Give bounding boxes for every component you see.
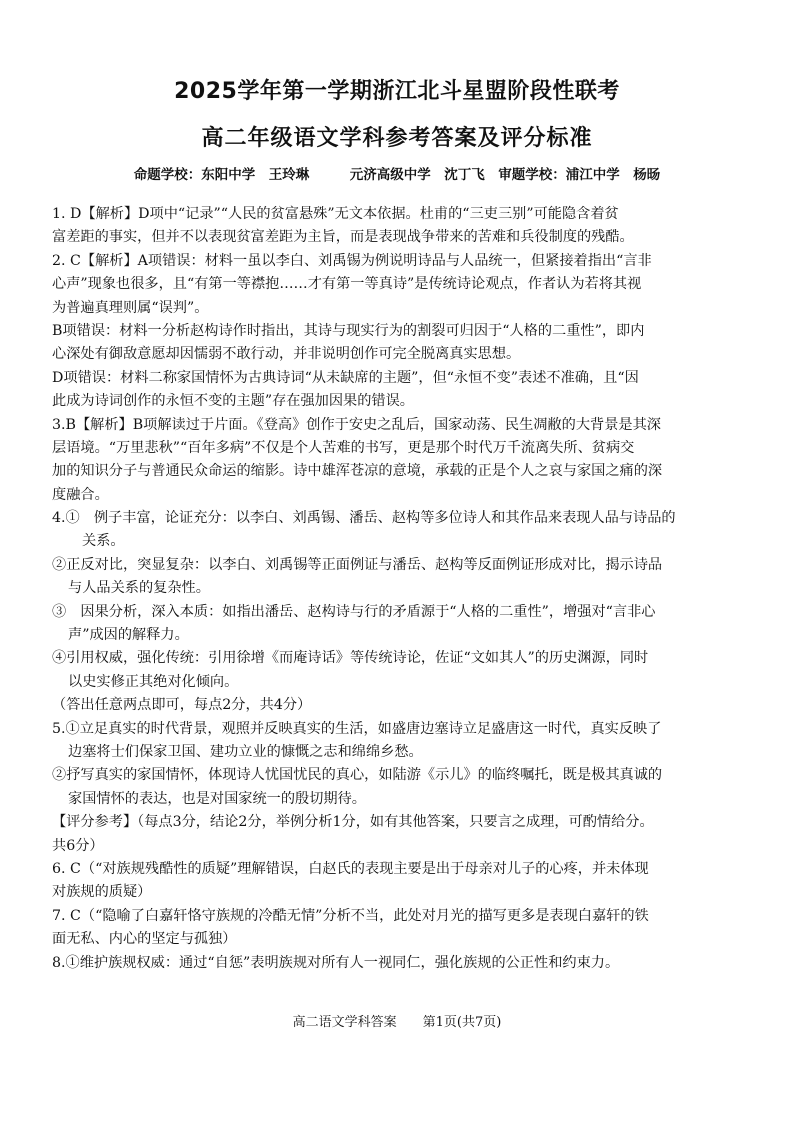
text-line: 1. D【解析】D项中“记录”“人民的贫富悬殊”无文本依据。杜甫的“三吏三别”可能隐含着贫 — [52, 206, 619, 222]
text-line: 与人品关系的复杂性。 — [68, 580, 210, 597]
text-line: 6. C（“对族规残酷性的质疑”理解错误，白赵氏的表现主要是出于母亲对儿子的心疼，并未体现 — [52, 860, 649, 877]
text-line: 3.B【解析】B项解读过于片面。《登高》创作于安史之乱后，国家动荡、民生凋敝的大背景是其深 — [52, 416, 661, 433]
page-footer: 高二语文学科答案 第1页(共7页) — [292, 1015, 502, 1030]
text-line: 以史实修正其绝对化倾向。 — [68, 673, 239, 690]
text-line: ②抒写真实的家国情怀，体现诗人忧国忧民的真心，如陆游《示儿》的临终嘱托，既是极其真诚的 — [52, 767, 663, 784]
text-line: 关系。 — [82, 533, 125, 550]
text-line: 7. C（“隐喻了白嘉轩恪守族规的冷酷无情”分析不当，此处对月光的描写更多是表现白嘉轩的铁 — [52, 907, 649, 924]
text-line: D项错误：材料二称家国情怀为古典诗词“从未缺席的主题”，但“永恒不变”表述不准确，且“因 — [52, 369, 639, 386]
text-line: 心深处有御敌意愿却因懦弱不敢行动，并非说明创作可完全脱离真实思想。 — [52, 346, 521, 363]
text-line: 面无私、内心的坚定与孤独） — [52, 931, 237, 948]
text-line: 边塞将士们保家卫国、建功立业的慷慨之志和绵绵乡愁。 — [68, 743, 423, 760]
document-title: 2025学年第一学期浙江北斗星盟阶段性联考 — [174, 79, 620, 104]
text-line: 8.①维护族规权威：通过“自惩”表明族规对所有人一视同仁，强化族规的公正性和约束力。 — [52, 954, 620, 971]
answer-body — [52, 203, 744, 975]
text-line: 度融合。 — [52, 486, 109, 503]
text-line: ④引用权威，强化传统：引用徐增《而庵诗话》等传统诗论，佐证“文如其人”的历史渊源，同时 — [52, 650, 649, 667]
text-line: 对族规的质疑） — [52, 884, 152, 901]
text-line: 2. C【解析】A项错误：材料一虽以李白、刘禹锡为例说明诗品与人品统一，但紧接着指出“言非 — [52, 252, 652, 269]
text-line: 富差距的事实，但并不以表现贫富差距为主旨，而是表现战争带来的苦难和兵役制度的残酷。 — [52, 229, 634, 246]
text-line: 层语境。“万里悲秋”“百年多病”不仅是个人苦难的书写，更是那个时代万千流离失所、贫病交 — [52, 439, 635, 456]
text-line: 声”成因的解释力。 — [68, 627, 189, 644]
text-line: 此成为诗词创作的永恒不变的主题”存在强加因果的错误。 — [52, 393, 414, 410]
text-line: 共6分） — [52, 837, 104, 854]
text-line: B项错误：材料一分析赵构诗作时指出，其诗与现实行为的割裂可归因于“人格的二重性”，即内 — [52, 322, 645, 339]
text-line: 家国情怀的表达，也是对国家统一的殷切期待。 — [68, 790, 366, 807]
text-line: （答出任意两点即可，每点2分，共4分） — [52, 697, 312, 714]
document-subtitle: 高二年级语文学科参考答案及评分标准 — [201, 126, 593, 151]
text-line: 为普遍真理则属“误判”。 — [52, 299, 209, 316]
text-line: ③ 因果分析，深入本质：如指出潘岳、赵构诗与行的矛盾源于“人格的二重性”，增强对“言非心 — [52, 603, 656, 620]
text-line: 【评分参考】（每点3分，结论2分，举例分析1分，如有其他答案，只要言之成理，可酌情给分。 — [52, 814, 654, 831]
text-line: 加的知识分子与普通民众命运的缩影。诗中雄浑苍凉的意境，承载的正是个人之哀与家国之痛的深 — [52, 463, 663, 480]
text-line: ②正反对比，突显复杂：以李白、刘禹锡等正面例证与潘岳、赵构等反面例证形成对比，揭示诗品 — [52, 556, 663, 573]
author-schools: 命题学校：东阳中学 王玲琳 元济高级中学 沈丁飞 审题学校：浦江中学 杨旸 — [133, 167, 661, 183]
text-line: 心声”现象也很多，且“有第一等襟抱……才有第一等真诗”是传统诗论观点，作者认为若将其视 — [52, 276, 642, 293]
text-line: 5.①立足真实的时代背景，观照并反映真实的生活，如盛唐边塞诗立足盛唐这一时代，真实反映了 — [52, 720, 662, 737]
text-line: 4.① 例子丰富，论证充分：以李白、刘禹锡、潘岳、赵构等多位诗人和其作品来表现人品与诗品的 — [52, 510, 676, 527]
